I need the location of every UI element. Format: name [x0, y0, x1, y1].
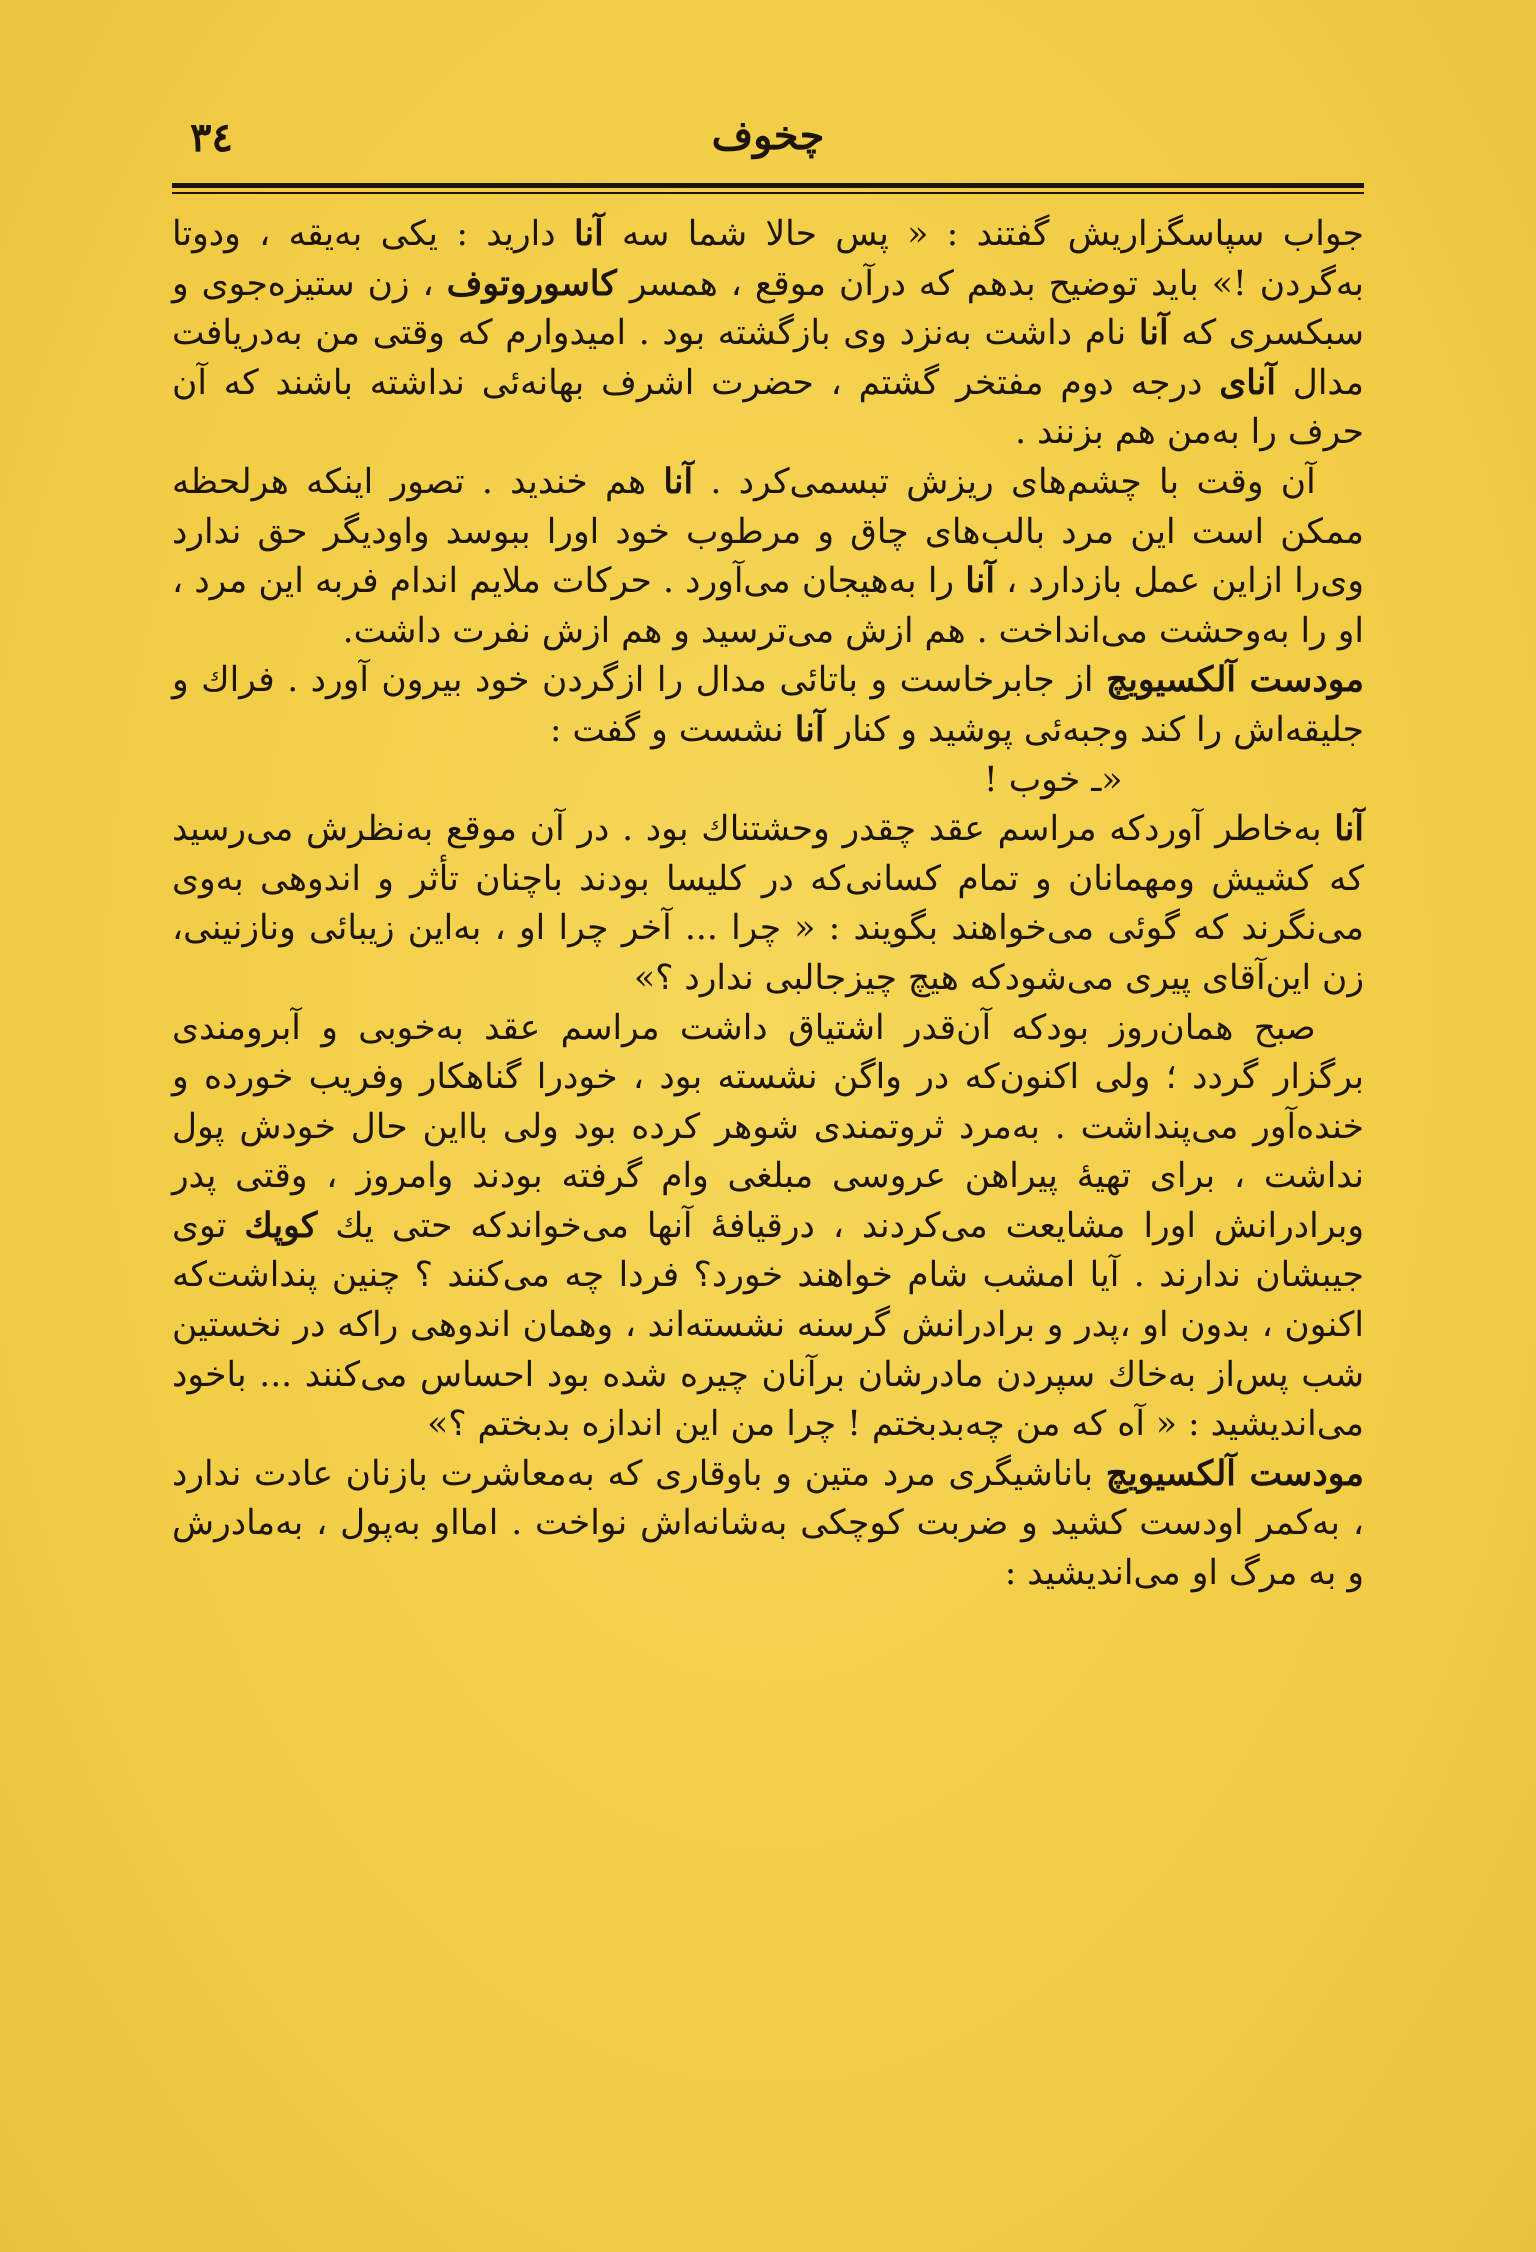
bold-name: آنا [965, 561, 995, 602]
header-rule-thin [172, 192, 1364, 194]
bold-name: کوپك [244, 1205, 318, 1246]
running-title: چخوف [711, 112, 825, 159]
text-run: نام داشت به‌نزد وی بازگشته بود . امیدوارم که وقتی من به‌دریافت مدال [172, 313, 1364, 403]
bold-name: آنا [1138, 313, 1169, 354]
bold-name: آنای [1219, 362, 1276, 403]
bold-name: آنا [794, 709, 825, 750]
text-run: آن وقت با چشم‌های ریزش تبسمی‌کرد . [693, 461, 1316, 502]
text-run: دارید : یکی به‌یقه ، ودوتا به‌گردن !» باید توضیح بدهم که درآن موقع ، همسر [172, 214, 1364, 304]
paragraph [172, 458, 1364, 656]
text-run: را به‌هیجان می‌آورد . حرکات ملایم اندام فربه این مرد ، او را به‌وحشت می‌انداخت . هم ازش می‌ترسید و هم ازش نفرت داشت. [172, 561, 1364, 651]
body-text [172, 210, 1364, 1599]
bold-name: آنا [1334, 809, 1364, 850]
paragraph [172, 1004, 1364, 1450]
text-run: هم خندید . تصور اینکه هرلحظه ممکن است این مرد بالب‌های چاق و مرطوب خود اورا ببوسد واودیگر حق ندارد وی‌را ازاین عمل بازدارد ، [172, 461, 1364, 602]
text-run: از جابرخاست و باتائی مدال را ازگردن خود بیرون آورد . فراك و جلیقه‌اش را کند وجبه‌ئی پوشید و کنار [172, 660, 1364, 750]
page-number: ۳٤ [190, 114, 233, 161]
text-run: باناشیگری مرد متین و باوقاری که به‌معاشرت بازنان عادت ندارد ، به‌کمر اودست کشید و ضربت کوچکی به‌شانه‌اش نواخت . امااو به‌پول ، به‌مادرش و به مرگ او می‌اندیشید : [172, 1453, 1364, 1594]
text-run: توی جیبشان ندارند . آیا امشب شام خواهند خورد؟ فردا چه می‌کنند ؟ چنین پنداشت‌که اکنون ، بدون او ،پدر و برادرانش گرسنه نشسته‌اند ، وهمان اندوهی راکه در نخستین شب پس‌از به‌خاك سپردن مادرشان برآنان چیره شده بود احساس می‌کنند ... باخود می‌اندیشید : « آه که من چه‌بدبختم ! چرا من این اندازه بدبختم ؟» [172, 1205, 1364, 1445]
text-run: درجه دوم مفتخر گشتم ، حضرت اشرف بهانه‌ئی نداشته باشند که آن حرف را به‌من هم بزنند . [172, 362, 1364, 453]
text-run: نشست و گفت : [549, 709, 795, 750]
paragraph [172, 1450, 1364, 1599]
header-rule-thick [172, 183, 1364, 188]
bold-name: مودست آلکسیویچ [1105, 1453, 1364, 1494]
paragraph [172, 805, 1364, 1003]
bold-name: آنا [663, 461, 694, 502]
paragraph [172, 656, 1364, 755]
text-run: به‌خاطر آوردکه مراسم عقد چقدر وحشتناك بود . در آن موقع به‌نظرش می‌رسید که کشیش ومهمانان و تمام کسانی‌که در کلیسا بودند باچنان تأثر و اندوهی به‌وی می‌نگرند که گوئی می‌خواهند بگویند : « چرا ... آخر چرا او ، به‌این زیبائی ونازنینی، زن این‌آقای پیری می‌شودکه هیچ چیزجالبی ندارد ؟» [172, 809, 1364, 998]
text-run: صبح همان‌روز بودکه آن‌قدر اشتیاق داشت مراسم عقد به‌خوبی و آبرومندی برگزار گردد ؛ ولی اکنون‌که در واگن نشسته بود ، خودرا گناهکار وفریب خورده و خنده‌آور می‌پنداشت . به‌مرد ثروتمندی شوهر کرده بود ولی بااین حال خودش پول نداشت ، برای تهیهٔ پیراهن عروسی مبلغی وام گرفته بودند وامروز ، وقتی پدر وبرادرانش اورا مشایعت می‌کردند ، درقیافهٔ آنها می‌خواندکه حتی یك [172, 1007, 1364, 1246]
text-run: جواب سپاسگزاریش گفتند : « پس حالا شما سه [603, 214, 1364, 254]
bold-name: مودست آلکسیویچ [1105, 660, 1364, 701]
text-run: «ـ خوب ! [983, 759, 1123, 800]
text-run: ، زن ستیزه‌جوی و سبکسری که [172, 263, 1364, 354]
bold-name: آنا [573, 214, 604, 254]
page-header [172, 108, 1364, 178]
bold-name: کاسوروتوف [446, 263, 617, 304]
paragraph [172, 210, 1364, 458]
paragraph [172, 756, 1364, 806]
